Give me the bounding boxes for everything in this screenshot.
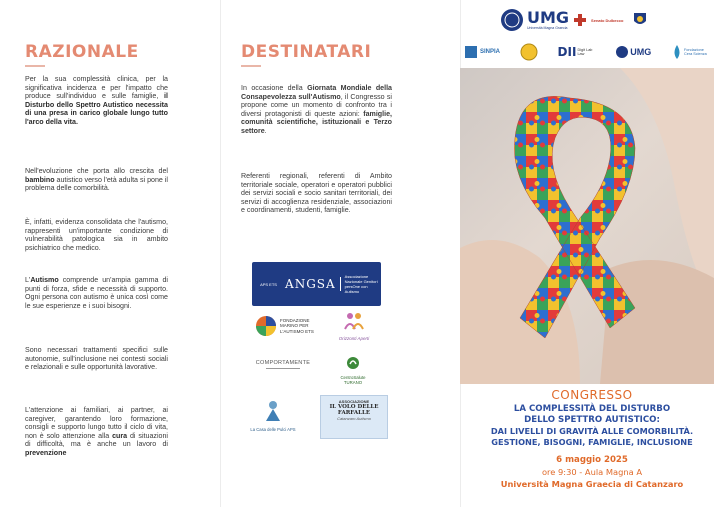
ribbon-photo [460, 68, 714, 384]
puzzle-circle-icon [255, 315, 277, 337]
razionale-paragraph-4: L'Autismo comprende un'ampia gamma di punti di forza, sfide e necessità di supporto. Ogni persona con autismo è unica così come le sue esperienze e i suoi bisogni. [25, 276, 168, 310]
razionale-paragraph-3: È, infatti, evidenza consolidata che l'autismo, rappresenti un'importante condizione di vulnerabilità patologica sia in ambito psichiatrico che medico. [25, 218, 168, 252]
congress-date: 6 maggio 2025 [556, 455, 628, 465]
congress-title-line-4: GESTIONE, BISOGNI, FAMIGLIE, INCLUSIONE [491, 437, 693, 447]
fondazione-logo: Fondazione Cera Scienza [671, 44, 710, 60]
umg-header-logo: UMG Università Magna Graecia Senato Dulbecco [500, 6, 670, 34]
people-icon [342, 311, 366, 331]
destinatari-heading: DESTINATARI [241, 42, 372, 62]
razionale-paragraph-6: L'attenzione ai familiari, ai partner, ai caregiver, garantendo loro formazione, consigli e supporto lungo tutto il ciclo di vita, non è solo attenzione alla cura di situazioni di difficoltà, ma è anche un lavoro di prevenzione [25, 406, 168, 457]
razionale-paragraph-5: Sono necessari trattamenti specifici sulle autonomie, sull'inclusione nei contesti sociali e relazionali e sulle opportunità lavorative. [25, 346, 168, 372]
heading-underline [241, 65, 261, 67]
comportamente-logo: COMPORTAMENTE [252, 360, 314, 380]
heading-underline [25, 65, 45, 67]
congress-venue: Università Magna Graecia di Catanzaro [500, 479, 684, 489]
figure-icon [263, 400, 283, 422]
congress-title-line-2: DELLO SPETTRO AUTISTICO: [524, 415, 660, 425]
umg-small-logo: UMG [615, 45, 651, 59]
congress-time: ore 9:30 - Aula Magna A [541, 467, 643, 477]
shield-icon [633, 12, 647, 28]
drop-icon [671, 44, 683, 60]
razionale-paragraph-1: Per la sua complessità clinica, per la significativa incidenza e per l'impatto che produce sull'individuo e sulle famiglie, il Disturbo dello Spettro Autistico necessita di una presa in carico globale lungo tutto l'arco della vita. [25, 75, 168, 126]
volo-farfalle-logo: ASSOCIAZIONE IL VOLO DELLE FARFALLE Catanzaro Autismo [320, 395, 388, 439]
seal-icon [520, 43, 538, 61]
orizzonti-aperti-logo: Orizzonti Aperti [328, 311, 380, 345]
destinatari-paragraph-2: Referenti regionali, referenti di Ambito territoriale sociale, operatori e operatori pubblici dei servizi sociali e socio sanitari territoriali, dei servizi di accoglienza residenziale, associazioni e coordinamenti, studenti, famiglie. [241, 172, 392, 215]
fondazione-marino-logo: FONDAZIONE MARINO PER L'AUTISMO ETS [255, 313, 325, 339]
leaf-icon [346, 356, 360, 370]
fold-line [220, 0, 221, 507]
casa-pulci-logo: La Casa delle Pulci APS [240, 400, 306, 436]
congress-title-line-3: DAI LIVELLI DI GRAVITÀ ALLE COMORBILITÀ. [490, 426, 694, 436]
dil-logo: DII Digit Lab Law [557, 45, 593, 59]
centro-salute-logo: CentroSalute TURANO [333, 356, 373, 384]
seal-small-icon [615, 45, 629, 59]
sinpia-logo: SINPIA [464, 45, 500, 59]
university-seal-icon [500, 8, 524, 32]
cross-icon [573, 13, 587, 27]
congress-title-line-1: LA COMPLESSITÀ DEL DISTURBO [513, 404, 671, 414]
sinpia-icon [464, 45, 478, 59]
destinatari-paragraph-1: In occasione della Giornata Mondiale della Consapevolezza sull'Autismo, il Congresso si propone come un momento di confronto tra i diversi protagonisti di queste azioni: famiglie, comunità scientifiche, istituzionali e Terzo settore. [241, 84, 392, 135]
razionale-heading: RAZIONALE [25, 42, 139, 62]
angsa-logo: APS ETS ANGSA Associazione Nazionale Genitori persOne con Autismo [252, 262, 381, 306]
razionale-paragraph-2: Nell'evoluzione che porta allo crescita del bambino autistico verso l'età adulta si pone il problema delle comorbilità. [25, 167, 168, 193]
puzzle-ribbon-illustration [460, 68, 714, 384]
partner-logos-row [464, 40, 710, 64]
congresso-label: CONGRESSO [551, 388, 633, 402]
